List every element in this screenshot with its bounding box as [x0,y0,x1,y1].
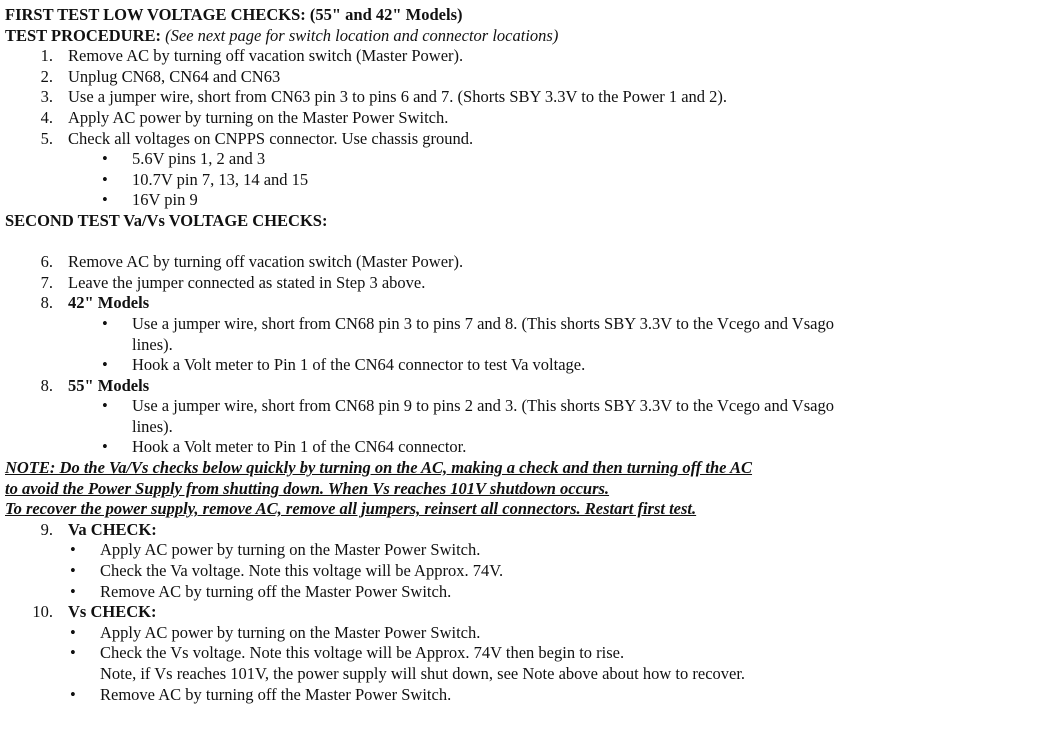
model-bullet [102,313,1046,355]
check-continuation-text: Note, if Vs reaches 101V, the power supply will shut down, see Note above about how to recover. [100,664,746,683]
step-number: 10. [32,602,53,622]
note-line-1: NOTE: Do the Va/Vs checks below quickly by turning on the AC, making a check and then turning off the AC [5,458,753,478]
bullet-icon: • [102,149,108,169]
check-bullet-text: Check the Va voltage. Note this voltage will be Approx. 74V. [100,561,504,581]
step-number: 9. [40,519,53,539]
step-number: 4. [40,107,53,127]
step-9-va-check [5,520,1046,541]
test-procedure-note: (See next page for switch location and connector locations) [161,25,559,45]
bullet-icon: • [102,313,108,333]
test-procedure-line [5,26,1046,47]
check-bullet [70,561,1046,582]
bullet-icon: • [102,396,108,416]
bullet-icon: • [102,190,108,210]
model-bullet [102,355,1046,376]
check-continuation [100,664,1046,685]
check-bullet-text: Check the Vs voltage. Note this voltage will be Approx. 74V then begin to rise. [100,643,625,663]
step-number: 7. [40,272,53,292]
check-bullet-text: Apply AC power by turning on the Master Power Switch. [100,540,481,560]
step-text: Remove AC by turning off vacation switch (Master Power). [68,46,464,66]
check-bullet [70,643,1046,664]
step-text: Check all voltages on CNPPS connector. Use chassis ground. [68,128,474,148]
step-number: 8. [40,375,53,395]
second-test-heading: SECOND TEST Va/Vs VOLTAGE CHECKS: [5,210,328,230]
step-10-vs-check [5,602,1046,623]
step-text: Remove AC by turning off vacation switch (Master Power). [68,252,464,272]
model-bullet-text: Use a jumper wire, short from CN68 pin 9 to pins 2 and 3. (This shorts SBY 3.3V to the Vcego and Vsago lines). [132,396,834,436]
step-number: 5. [40,128,53,148]
step-number: 3. [40,87,53,107]
step-5 [5,129,1046,150]
bullet-icon: • [70,684,76,704]
model-title: 55" Models [68,375,150,395]
step-text: Leave the jumper connected as stated in Step 3 above. [68,272,426,292]
bullet-icon: • [70,622,76,642]
note-line-2: to avoid the Power Supply from shutting down. When Vs reaches 101V shutdown occurs. [5,478,610,498]
model-bullet [102,396,1046,437]
step-3 [5,87,1046,108]
model-bullet-text: Hook a Volt meter to Pin 1 of the CN64 connector. [132,437,467,457]
test-procedure-colon: : [155,25,162,45]
bullet-icon: • [70,561,76,581]
first-test-heading: FIRST TEST LOW VOLTAGE CHECKS: (55" and 42" Models) [5,5,463,24]
step-number: 6. [40,252,53,272]
step-text: Apply AC power by turning on the Master Power Switch. [68,107,449,127]
check-title: Vs CHECK: [68,602,157,622]
voltage-text: 10.7V pin 7, 13, 14 and 15 [132,169,309,189]
check-bullet-text: Remove AC by turning off the Master Power Switch. [100,581,452,601]
voltage-bullet [102,149,1046,170]
step-2 [5,67,1046,88]
step-8-42-models [5,293,1046,314]
bullet-icon: • [70,581,76,601]
step-6 [5,252,1046,273]
model-title: 42" Models [68,293,150,313]
voltage-text: 5.6V pins 1, 2 and 3 [132,149,266,169]
check-title: Va CHECK: [68,519,157,539]
voltage-bullet [102,190,1046,211]
step-number: 8. [40,293,53,313]
step-1 [5,46,1046,67]
model-bullet-text: Use a jumper wire, short from CN68 pin 3 to pins 7 and 8. (This shorts SBY 3.3V to the Vcego and Vsago lines). [132,313,834,354]
check-bullet-text: Apply AC power by turning on the Master Power Switch. [100,622,481,642]
voltage-bullet [102,169,1046,191]
step-7 [5,273,1046,294]
check-bullet [70,622,1046,644]
check-bullet [70,540,1046,561]
step-8-55-models [5,376,1046,397]
bullet-icon: • [70,540,76,560]
bullet-icon: • [102,437,108,457]
test-procedure-label: TEST PROCEDURE [5,25,156,45]
voltage-text: 16V pin 9 [132,190,198,210]
step-4 [5,108,1046,129]
bullet-icon: • [102,355,108,375]
blank-line [5,232,1046,253]
check-bullet [70,684,1046,706]
bullet-icon: • [102,169,108,189]
step-text: Unplug CN68, CN64 and CN63 [68,66,281,86]
model-bullet-text: Hook a Volt meter to Pin 1 of the CN64 connector to test Va voltage. [132,355,586,375]
step-number: 1. [40,46,53,66]
model-bullet [102,437,1046,458]
check-bullet [70,581,1046,603]
check-bullet-text: Remove AC by turning off the Master Power Switch. [100,684,452,704]
note-line-3: To recover the power supply, remove AC, remove all jumpers, reinsert all connectors. Restart first test. [5,499,697,519]
bullet-icon: • [70,643,76,663]
step-number: 2. [40,66,53,86]
step-text: Use a jumper wire, short from CN63 pin 3 to pins 6 and 7. (Shorts SBY 3.3V to the Power 1 and 2). [68,87,728,107]
